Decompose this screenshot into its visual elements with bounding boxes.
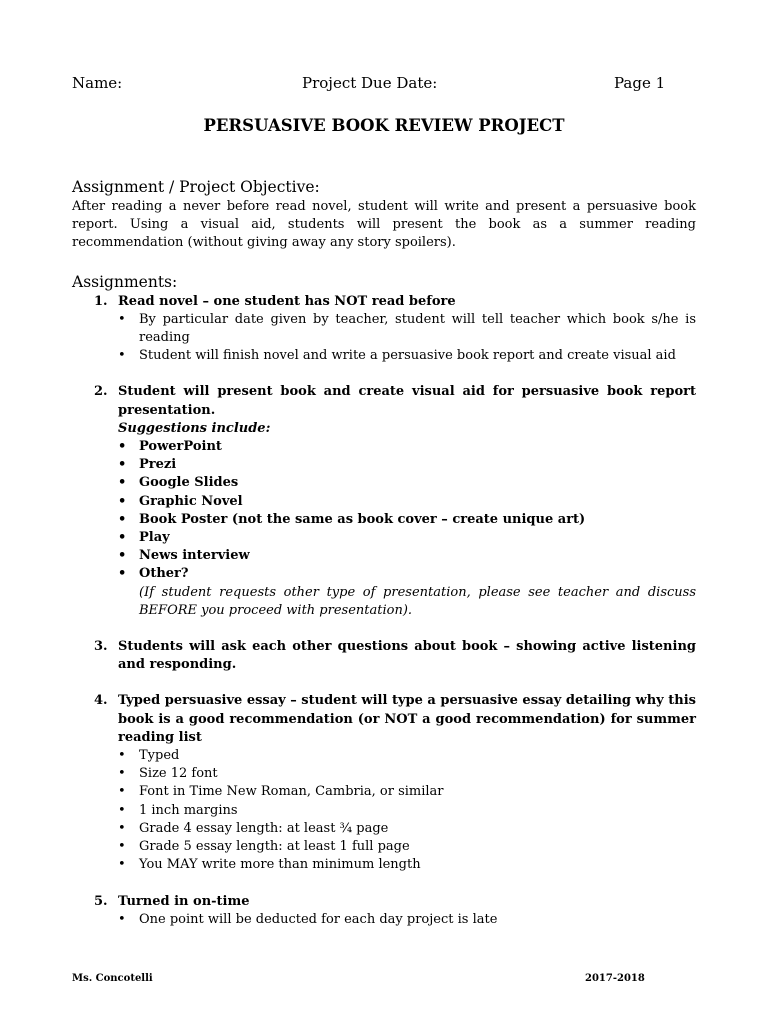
- presentation-note: (If student requests other type of presentation, please see teacher and discuss BEFORE you proceed with presentation).: [139, 584, 696, 618]
- footer-year: 2017-2018: [585, 973, 645, 984]
- assignment-item-1: [72, 293, 696, 384]
- list-item: • Book Poster (not the same as book cover – create unique art): [118, 511, 696, 529]
- list-item: • Graphic Novel: [118, 493, 696, 511]
- assignment-number: 1.: [94, 293, 108, 309]
- footer-teacher: Ms. Concotelli: [72, 973, 153, 984]
- list-item: • Play: [118, 529, 696, 547]
- list-item: • News interview: [118, 547, 696, 565]
- assignment-item-5: [72, 893, 696, 929]
- bullet-list: [118, 911, 696, 929]
- list-item: • Other?: [118, 565, 696, 583]
- objective-heading: Assignment / Project Objective:: [72, 178, 320, 196]
- assignment-item-4: [72, 692, 696, 892]
- list-item: • Typed: [118, 747, 696, 765]
- list-item: • Size 12 font: [118, 765, 696, 783]
- list-item: • PowerPoint: [118, 438, 696, 456]
- list-item: • Font in Time New Roman, Cambria, or similar: [118, 783, 696, 801]
- bullet-list: [118, 438, 696, 584]
- assignment-title: Student will present book and create visual aid for persuasive book report presentation.: [118, 384, 696, 418]
- page-number: Page 1: [614, 74, 666, 92]
- assignment-item-2: [72, 383, 696, 638]
- assignment-title: Students will ask each other questions about book – showing active listening and responding.: [118, 639, 696, 673]
- assignment-number: 4.: [94, 693, 108, 709]
- bullet-list: [118, 747, 696, 874]
- list-item: • By particular date given by teacher, student will tell teacher which book s/he is reading: [118, 311, 696, 347]
- assignment-item-3: [72, 638, 696, 692]
- list-item: • One point will be deducted for each day project is late: [118, 911, 696, 929]
- assignment-number: 3.: [94, 639, 108, 655]
- list-item: • Grade 4 essay length: at least ¾ page: [118, 820, 696, 838]
- list-item: • Grade 5 essay length: at least 1 full page: [118, 838, 696, 856]
- assignment-number: 5.: [94, 893, 108, 909]
- assignment-list: [72, 293, 696, 929]
- assignment-title: Typed persuasive essay – student will type a persuasive essay detailing why this book is a good recommendation (or NOT a good recommendation) for summer reading list: [118, 693, 696, 745]
- bullet-list: [118, 311, 696, 366]
- assignment-title: Read novel – one student has NOT read before: [118, 293, 456, 309]
- suggestions-label: Suggestions include:: [118, 420, 271, 436]
- document-body: [72, 176, 696, 929]
- list-item: • You MAY write more than minimum length: [118, 856, 696, 874]
- list-item: • Google Slides: [118, 474, 696, 492]
- list-item: • 1 inch margins: [118, 802, 696, 820]
- assignment-number: 2.: [94, 384, 108, 400]
- list-item: • Student will finish novel and write a persuasive book report and create visual aid: [118, 347, 696, 365]
- name-label: Name:: [72, 74, 123, 92]
- list-item: • Prezi: [118, 456, 696, 474]
- objective-text: After reading a never before read novel, student will write and present a persuasive book report. Using a visual aid, students will present the book as a summer reading recommendation (without giving away any story spoilers).: [72, 199, 696, 251]
- assignments-heading: Assignments:: [72, 272, 178, 291]
- document-title: PERSUASIVE BOOK REVIEW PROJECT: [203, 116, 565, 135]
- assignment-title: Turned in on-time: [118, 893, 250, 909]
- due-date-label: Project Due Date:: [302, 74, 438, 92]
